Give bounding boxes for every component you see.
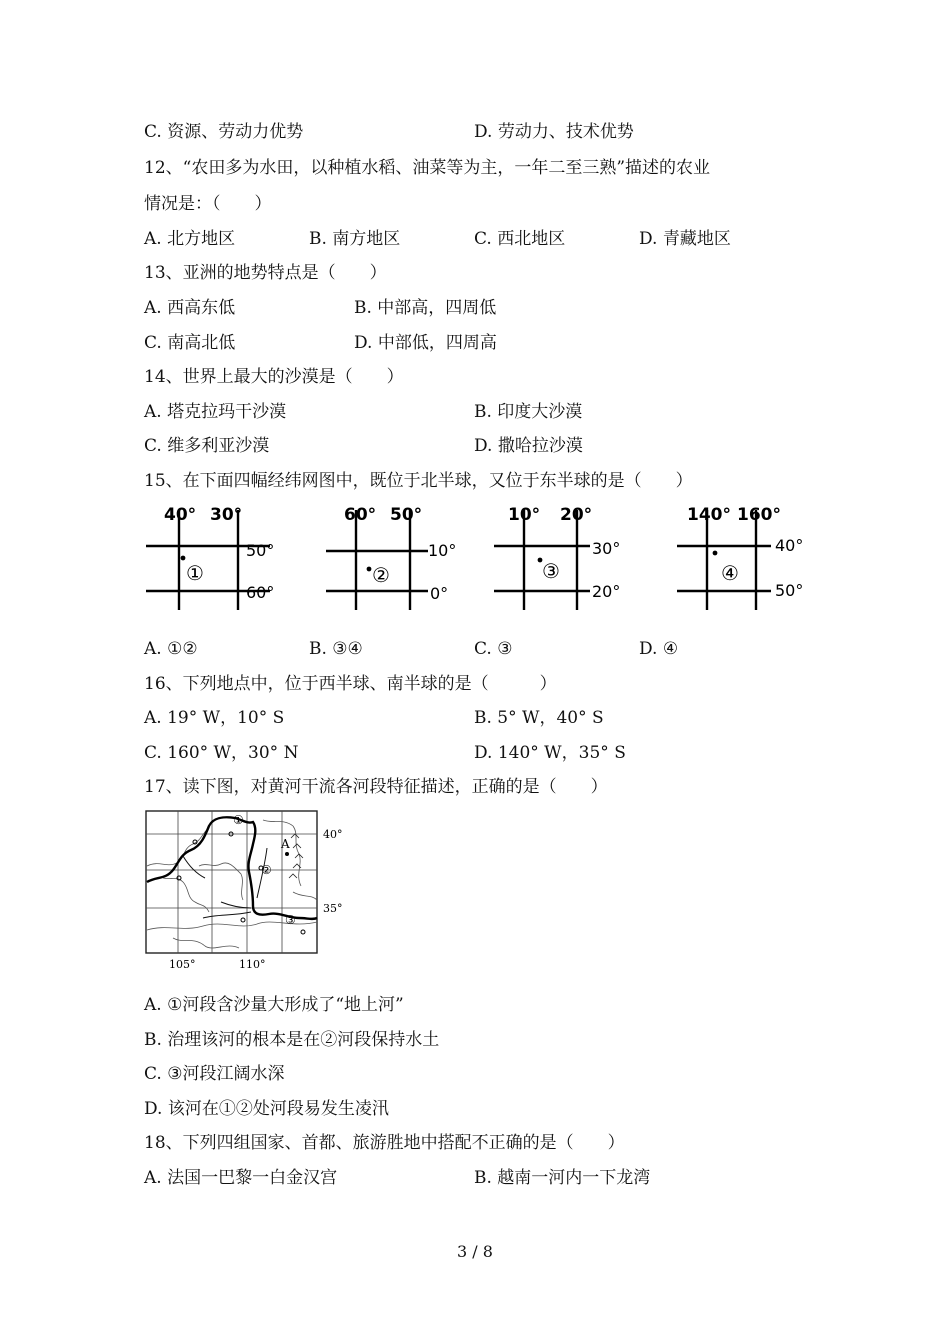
- grid1-top-left-label: 40°: [164, 505, 197, 525]
- grid4-top-left-label: 140°: [687, 505, 731, 525]
- q14-option-b: B. 印度大沙漠: [474, 402, 583, 422]
- q18-stem: 18、下列四组国家、首都、旅游胜地中搭配不正确的是（ ）: [144, 1133, 625, 1153]
- grid3-right-bottom-label: 20°: [592, 582, 621, 601]
- lat-lon-grid-4: [677, 500, 817, 610]
- lat-lon-grid-3: [494, 500, 634, 610]
- q15-stem: 15、在下面四幅经纬网图中，既位于北半球，又位于东半球的是（ ）: [144, 471, 693, 491]
- q15-option-a: A. ①②: [144, 639, 198, 659]
- map-mark-2: ②: [261, 863, 272, 877]
- grid4-right-bottom-label: 50°: [775, 581, 804, 600]
- map-mark-1: ①: [233, 813, 244, 827]
- grid1-number-label: ①: [186, 561, 204, 585]
- q17-option-a: A. ①河段含沙量大形成了“地上河”: [144, 995, 404, 1015]
- q16-option-b: B. 5° W，40° S: [474, 708, 604, 728]
- map-lon-left-label: 105°: [169, 958, 196, 971]
- yellow-river-map: [143, 808, 353, 974]
- map-lat-bottom-label: 35°: [323, 902, 343, 915]
- q11-option-c: C. 资源、劳动力优势: [144, 122, 304, 142]
- grid1-right-bottom-label: 60°: [246, 583, 275, 602]
- q15-option-c: C. ③: [474, 639, 513, 659]
- q16-option-c: C. 160° W，30° N: [144, 743, 299, 763]
- q13-option-b: B. 中部高，四周低: [354, 298, 497, 318]
- lat-lon-grid-1: [146, 500, 286, 610]
- q17-option-b: B. 治理该河的根本是在②河段保持水土: [144, 1030, 440, 1050]
- map-lat-top-label: 40°: [323, 828, 343, 841]
- q16-stem: 16、下列地点中，位于西半球、南半球的是（ ）: [144, 674, 557, 694]
- page-number: 3 / 8: [457, 1242, 493, 1261]
- q14-option-d: D. 撒哈拉沙漠: [474, 436, 583, 456]
- grid4-point: [713, 551, 718, 556]
- grid4-right-top-label: 40°: [775, 536, 804, 555]
- q13-option-c: C. 南高北低: [144, 333, 236, 353]
- map-lon-right-label: 110°: [239, 958, 266, 971]
- q15-option-d: D. ④: [639, 639, 679, 659]
- q12-option-c: C. 西北地区: [474, 229, 566, 249]
- q17-option-c: C. ③河段江阔水深: [144, 1064, 285, 1084]
- grid2-right-bottom-label: 0°: [430, 584, 449, 603]
- grid4-top-right-label: 160°: [737, 505, 781, 525]
- q12-stem-line2: 情况是：（ ）: [144, 194, 272, 214]
- grid2-top-left-label: 60°: [344, 505, 377, 525]
- grid1-top-right-label: 30°: [210, 505, 243, 525]
- grid2-top-right-label: 50°: [390, 505, 423, 525]
- q13-option-a: A. 西高东低: [144, 298, 236, 318]
- grid2-number-label: ②: [372, 563, 390, 587]
- q14-option-c: C. 维多利亚沙漠: [144, 436, 270, 456]
- q17-option-d: D. 该河在①②处河段易发生凌汛: [144, 1099, 389, 1119]
- q17-stem: 17、读下图，对黄河干流各河段特征描述，正确的是（ ）: [144, 777, 608, 797]
- q16-option-a: A. 19° W，10° S: [144, 708, 285, 728]
- map-mark-3: ③: [285, 913, 296, 927]
- q15-option-b: B. ③④: [309, 639, 363, 659]
- grid1-right-top-label: 50°: [246, 541, 275, 560]
- q14-option-a: A. 塔克拉玛干沙漠: [144, 402, 287, 422]
- grid4-number-label: ④: [721, 561, 739, 585]
- grid3-number-label: ③: [542, 559, 560, 583]
- q13-stem: 13、亚洲的地势特点是（ ）: [144, 263, 387, 283]
- lat-lon-grid-2: [326, 500, 466, 610]
- grid3-right-top-label: 30°: [592, 539, 621, 558]
- q12-option-b: B. 南方地区: [309, 229, 401, 249]
- grid3-top-left-label: 10°: [508, 505, 541, 525]
- q12-option-d: D. 青藏地区: [639, 229, 731, 249]
- grid2-right-top-label: 10°: [428, 541, 457, 560]
- q18-option-a: A. 法国一巴黎一白金汉宫: [144, 1168, 338, 1188]
- q14-stem: 14、世界上最大的沙漠是（ ）: [144, 367, 404, 387]
- grid1-point: [181, 556, 186, 561]
- q16-option-d: D. 140° W，35° S: [474, 743, 626, 763]
- map-mark-a: A: [281, 837, 290, 851]
- q12-stem-line1: 12、“农田多为水田，以种植水稻、油菜等为主，一年二至三熟”描述的农业: [144, 158, 711, 178]
- grid2-point: [367, 567, 372, 572]
- q18-option-b: B. 越南一河内一下龙湾: [474, 1168, 651, 1188]
- grid3-top-right-label: 20°: [560, 505, 593, 525]
- q12-option-a: A. 北方地区: [144, 229, 236, 249]
- q11-option-d: D. 劳动力、技术优势: [474, 122, 634, 142]
- q13-option-d: D. 中部低，四周高: [354, 333, 497, 353]
